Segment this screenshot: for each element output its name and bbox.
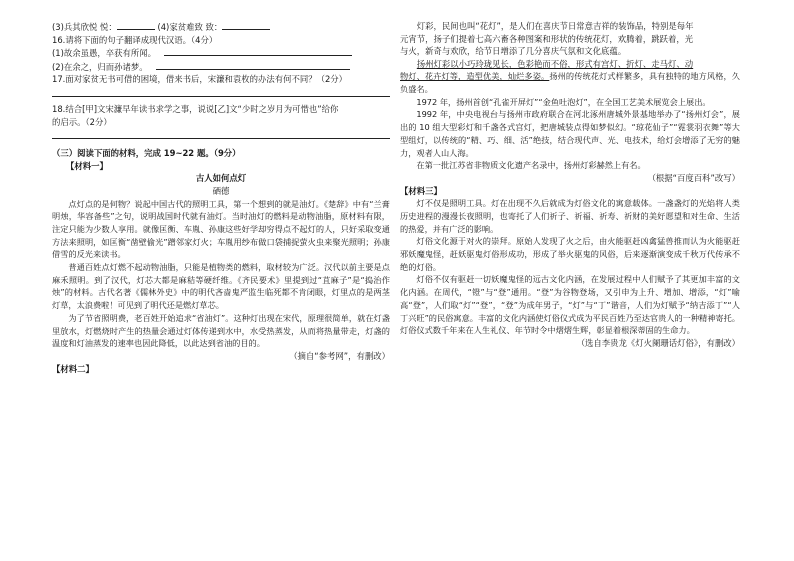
underlined-text: 物灯、花卉灯等，造型优美，灿烂多姿。: [400, 71, 550, 82]
answer-blank[interactable]: [117, 20, 155, 30]
q16-1: [52, 46, 390, 60]
text-line: 灯彩，民间也叫“花灯”，是人们在喜庆节日常意吉祥的装饰品，特别是每年: [416, 21, 694, 31]
q15-items: [52, 20, 390, 34]
right-column: [400, 20, 740, 350]
q16-2-text: (2)在余之，归而孙诸梦。: [52, 61, 148, 72]
section-heading: （三）阅读下面的材料，完成 19~22 题。（9分）: [52, 148, 241, 159]
material1-label: 【材料一】: [66, 160, 108, 171]
answer-line[interactable]: [52, 86, 390, 97]
material2-label: 【材料二】: [52, 363, 94, 374]
paragraph: 灯不仅是照明工具。灯在出现不久后就成为灯俗文化的寓意载体。一盏盏灯的光焰将人类历史进程的漫漫长夜照明，也寄托了人们祈子、祈福、祈寿、祈财的美好愿望和对生命、生活的热爱，并有广泛的影响。: [400, 198, 740, 234]
article-title: 古人如何点灯: [195, 173, 247, 184]
answer-blank[interactable]: [222, 20, 270, 30]
paragraph: 1972 年，扬州首创“孔雀开屏灯”“金鱼吐泡灯”，在全国工艺美术展览会上展出。: [416, 96, 711, 107]
paragraph: 灯俗不仅有驱赶一切妖魔鬼怪的远古文化内涵，在发展过程中人们赋予了其更加丰富的文化内涵。在周代，“镫”与“登”通用。“登”为谷物登场，又引申为上升、增加、增添，“灯”喻高“登”，人们取“灯”“登”，“登”为成年男子，“灯”与“丁”谐音，人们为灯赋予“纳吉添丁”“人丁兴旺”的民俗寓意。丰富的文化内涵使灯俗仪式成为平民百姓乃至达官贵人的一种精神寄托。灯俗仪式数千年来在人生礼仪、年节时令中熠熠生辉，彰显着根深蒂固的生命力。: [400, 274, 740, 336]
text-line: 与火，新奇与欢欣，给节日增添了几分喜庆气氛和文化底蕴。: [400, 46, 627, 57]
q18-line1: 18.结合[甲]文宋濂早年读书求学之事，说说[乙]文“少时之岁月为可惜也”给你: [52, 103, 339, 114]
answer-blank[interactable]: [156, 60, 350, 70]
article-author: 硒德: [212, 185, 230, 196]
paragraph: 点灯点的是何物？说起中国古代的照明工具，第一个想到的就是油灯。《楚辞》中有“兰膏明烛，华容备些”之句，说明战国时代就有油灯。当时油灯的燃料是动物油脂，原材料有限，注定只能为少数人享用。就像匡衡、车胤、孙康这些好学却穷得点不起灯的人，只好采取变通方法来照明，如匡衡“凿壁偷光”蹭邻家灯火；车胤用纱布做口袋捕捉萤火虫来聚光照明；孙康借雪的反光来读书。: [52, 198, 390, 260]
source-note: （选自李贵龙《灯火阑珊话灯俗》，有删改）: [576, 337, 740, 348]
paragraph: 为了节省照明费，老百姓开始追求“省油灯”。这种灯出现在宋代，原理很简单，就在灯盏里放水，灯燃烧时产生的热量会通过灯体传递到水中，水受热蒸发，从而将热量带走，灯盏的温度和灯油蒸发的速率也因此降低，以此达到省油的目的。: [52, 312, 390, 349]
q16-1-text: (1)故余虽愚，卒获有所闻。: [52, 48, 156, 59]
q16-prompt: 16.请将下面的句子翻译成现代汉语。（4分）: [52, 34, 218, 45]
paragraph: [400, 70, 740, 95]
paragraph-rest: 扬州的传统花灯式样繁多，具有独特的地方风格，久负盛名。: [400, 71, 740, 95]
answer-line[interactable]: [52, 128, 390, 139]
left-column: [52, 20, 390, 375]
paragraph: 灯俗文化源于对火的崇拜。原始人发现了火之后，由火能驱赶凶禽猛兽推而认为火能驱赶邪妖魔鬼怪，赶妖驱鬼灯俗形成功，形成了举火驱鬼的风俗，后来逐渐演变成千秋万代传承不绝的灯俗。: [400, 236, 740, 272]
q15-item-3: (3)兵其欣悦 悦：: [52, 22, 117, 32]
source-note: （根据“百度百科”改写）: [647, 173, 740, 183]
paragraph: 1992 年，中央电视台与扬州市政府联合在河北涿州唐城外景基地举办了“扬州灯会”，展出的 10 组大型彩灯和千盏各式宫灯，把唐城装点得如梦似幻。“琼花仙子”“霓裳羽衣舞”等大型组灯，以传统的“精、巧、细、活”绝技，结合现代声、光、电技术，给灯会增添了无穷的魅力，观者人山人海。: [400, 109, 740, 158]
q16-2: [52, 60, 390, 74]
source-note: （摘自“参考网”，有删改）: [289, 350, 390, 361]
text-line: 元宵节，扬子们提着七高六畜各种图案和形状的传统花灯，欢腾着，跳跃着，光: [400, 33, 694, 44]
paragraph: 普通百姓点灯燃不起动物油脂，只能是植物类的燃料，取材较为广泛。汉代以前主要是点麻禾照明。到了汉代，灯芯大都是麻秸等硬纤维。《齐民要术》里提到过“苴麻子”是“捣治作烛”的材料。古代名著《儒林外史》中的明代吝啬鬼严监生临死都不肯闭眼，灯里点的是两茎灯草，太浪费啦！可见到了明代还是燃灯草芯。: [52, 262, 390, 311]
underlined-line: 扬州灯彩以小巧玲珑见长，色彩艳而不俗，形式有宫灯、折灯、走马灯、动: [416, 58, 694, 69]
answer-blank[interactable]: [164, 46, 352, 56]
q17-prompt: 17.面对家贫无书可借的困境，借来书后，宋濂和袁枚的办法有何不同？（2分）: [52, 74, 348, 85]
material3-label: 【材料三】: [400, 185, 442, 196]
q15-item-4: (4)家贫难致 致：: [157, 22, 223, 32]
paragraph: 在第一批江苏省非物质文化遗产名录中，扬州灯彩赫然上有名。: [416, 160, 646, 171]
q18-line2: 的启示。（2分）: [52, 116, 112, 127]
